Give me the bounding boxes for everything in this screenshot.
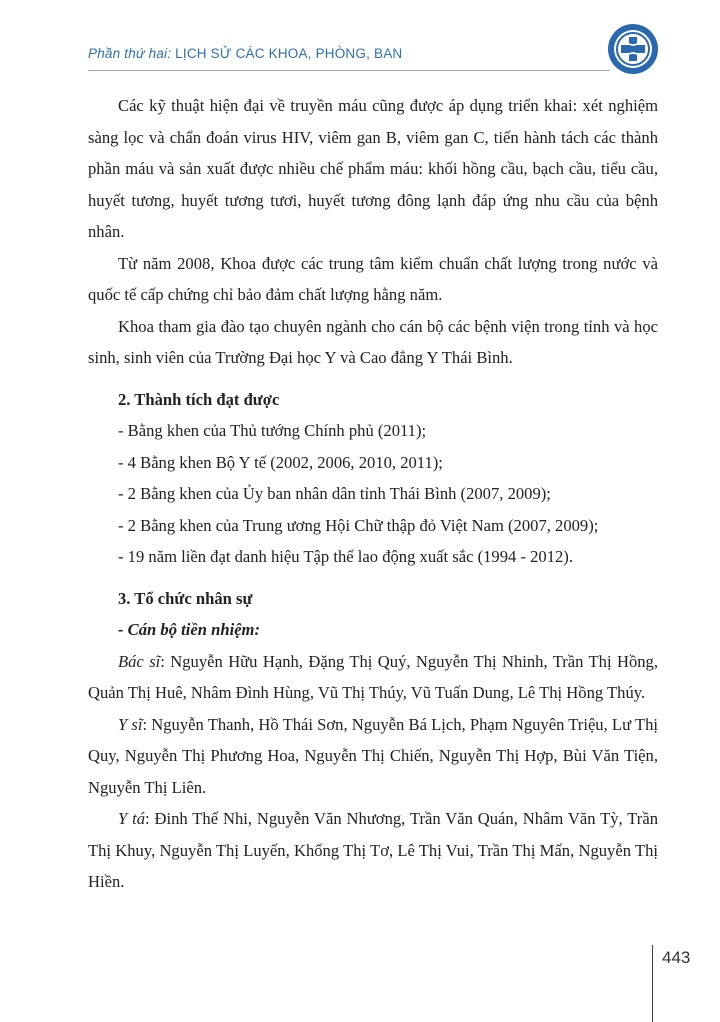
physicians-paragraph [88,709,658,804]
list-item: - 2 Bằng khen của Trung ương Hội Chữ thập đỏ Việt Nam (2007, 2009); [118,515,599,535]
list-item: - 19 năm liền đạt danh hiệu Tập thể lao động xuất sắc (1994 - 2012). [118,547,573,566]
doctors-paragraph [88,646,658,709]
header-divider [88,70,610,71]
paragraph-techniques: Các kỹ thuật hiện đại về truyền máu cũng được áp dụng triển khai: xét nghiệm sàng lọc và chẩn đoán virus HIV, viêm gan B, viêm gan C, tiến hành tách các thành phần máu và sản xuất được nhiều chế phẩm máu: khối hồng cầu, bạch cầu, tiểu cầu, huyết tương, huyết tương tươi, huyết tương đông lạnh đáp ứng nhu cầu của bệnh nhân. [88,96,658,241]
part-label: Phần thứ hai: [88,46,172,61]
nurses-list: : Đinh Thế Nhi, Nguyễn Văn Nhương, Trần Văn Quán, Nhâm Văn Tỳ, Trần Thị Khuy, Nguyễn Thị Luyến, Khổng Thị Tơ, Lê Thị Vui, Trần Thị Mấn, Nguyễn Thị Hiền. [88,809,658,891]
list-item: - 2 Bằng khen của Ủy ban nhân dân tỉnh Thái Bình (2007, 2009); [118,484,551,503]
nurses-label: Y tá [118,809,146,828]
page-content [88,90,658,898]
subheading-former-staff: - Cán bộ tiền nhiệm: [118,620,260,639]
nurses-paragraph [88,803,658,898]
running-header [88,46,402,61]
physicians-list: : Nguyễn Thanh, Hồ Thái Sơn, Nguyễn Bá Lịch, Phạm Nguyên Triệu, Lư Thị Quy, Nguyễn Thị Phương Hoa, Nguyễn Thị Chiến, Nguyễn Thị Hợp, Bùi Văn Tiện, Nguyễn Thị Liên. [88,714,658,797]
chapter-title: LỊCH SỬ CÁC KHOA, PHÒNG, BAN [175,46,403,61]
physicians-label: Y sĩ [118,714,143,734]
doctors-list: : Nguyễn Hữu Hạnh, Đặng Thị Quý, Nguyễn Thị Nhinh, Trần Thị Hồng, Quản Thị Huê, Nhâm Đình Hùng, Vũ Thị Thúy, Vũ Tuấn Dung, Lê Thị Hồng Thúy. [88,651,659,702]
page-number-divider [652,945,653,1022]
paragraph-training: Khoa tham gia đào tạo chuyên ngành cho cán bộ các bệnh viện trong tỉnh và học sinh, sinh viên của Trường Đại học Y và Cao đẳng Y Thái Bình. [88,316,658,367]
section-heading-staff: 3. Tổ chức nhân sự [118,588,253,608]
doctors-label: Bác sĩ [118,651,161,671]
page-number: 443 [662,948,691,967]
list-item: - Bằng khen của Thủ tướng Chính phủ (2011); [118,421,427,440]
section-heading-achievements: 2. Thành tích đạt được [118,389,280,409]
paragraph-certification: Từ năm 2008, Khoa được các trung tâm kiểm chuẩn chất lượng trong nước và quốc tế cấp chứng chỉ bảo đảm chất lượng hằng năm. [88,253,658,304]
hospital-logo [606,22,660,76]
list-item: - 4 Bằng khen Bộ Y tế (2002, 2006, 2010, 2011); [118,452,443,472]
